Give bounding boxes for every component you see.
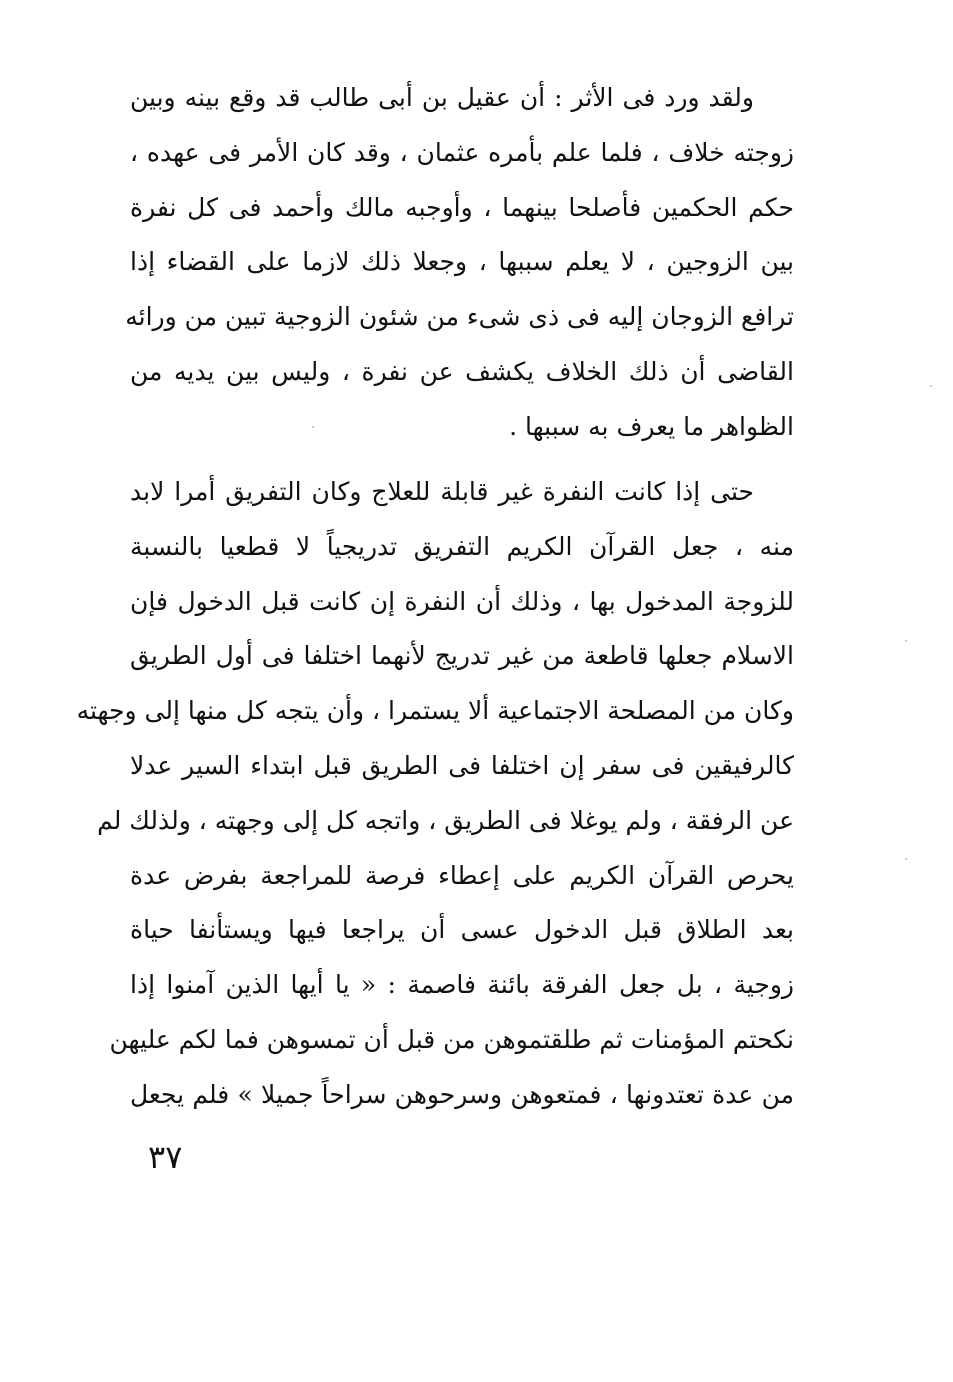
text-line: الاسلام جعلها قاطعة من غير تدريج لأنهما اختلفا فى أول الطريق — [130, 641, 794, 671]
text-line: زوجية ، بل جعل الفرقة بائنة فاصمة : « يا أيها الذين آمنوا إذا — [130, 970, 794, 1000]
text-line: بعد الطلاق قبل الدخول عسى أن يراجعا فيها ويستأنفا حياة — [130, 915, 794, 945]
text-line: يحرص القرآن الكريم على إعطاء فرصة للمراجعة بفرض عدة — [130, 860, 794, 890]
paragraph-1 — [125, 71, 794, 455]
text-line: حكم الحكمين فأصلحا بينهما ، وأوجبه مالك وأحمد فى كل نفرة — [130, 192, 794, 222]
scan-speck — [905, 640, 907, 642]
text-line: من عدة تعتدونها ، فمتعوهن وسرحوهن سراحاً جميلا » فلم يجعل — [130, 1079, 794, 1109]
text-line: للزوجة المدخول بها ، وذلك أن النفرة إن كانت قبل الدخول فإن — [130, 586, 794, 616]
text-line: القاضى أن ذلك الخلاف يكشف عن نفرة ، وليس بين يديه من — [130, 356, 794, 386]
scan-speck — [905, 858, 907, 860]
text-line: حتى إذا كانت النفرة غير قابلة للعلاج وكان التفريق أمرا لابد — [130, 477, 754, 506]
text-line: منه ، جعل القرآن الكريم التفريق تدريجياً لا قطعيا بالنسبة — [130, 531, 794, 561]
text-line: عن الرفقة ، ولم يوغلا فى الطريق ، واتجه كل إلى وجهته ، ولذلك لم — [97, 805, 794, 835]
page-number: ٣٧ — [148, 1138, 183, 1176]
scan-speck — [312, 426, 314, 428]
scan-speck — [930, 385, 932, 387]
text-line: ترافع الزوجان إليه فى ذى شىء من شئون الزوجية تبين من ورائه — [125, 302, 794, 332]
text-line: كالرفيقين فى سفر إن اختلفا فى الطريق قبل ابتداء السير عدلا — [130, 750, 794, 780]
paragraph-2 — [76, 465, 794, 1123]
text-line: بين الزوجين ، لا يعلم سببها ، وجعلا ذلك لازما على القضاء إذا — [130, 247, 794, 277]
text-line: وكان من المصلحة الاجتماعية ألا يستمرا ، وأن يتجه كل منها إلى وجهته — [76, 696, 794, 726]
text-line: ولقد ورد فى الأثر : أن عقيل بن أبى طالب قد وقع بينه وبين — [130, 83, 754, 112]
text-line: زوجته خلاف ، فلما علم بأمره عثمان ، وقد كان الأمر فى عهده ، — [130, 137, 794, 167]
text-line: الظواهر ما يعرف به سببها . — [509, 411, 794, 441]
text-line: نكحتم المؤمنات ثم طلقتموهن من قبل أن تمسوهن فما لكم عليهن — [109, 1024, 794, 1054]
